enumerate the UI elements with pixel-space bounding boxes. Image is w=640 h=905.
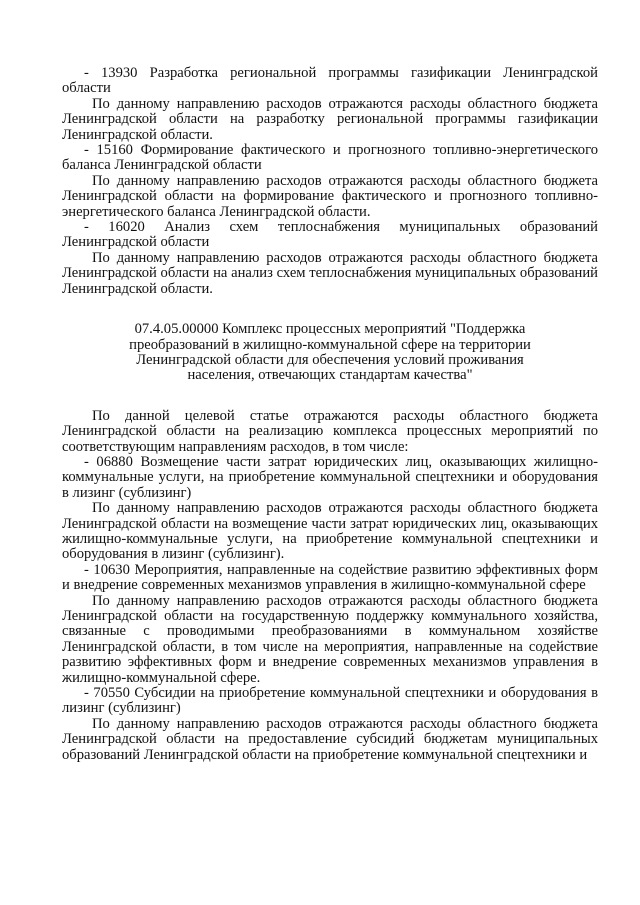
paragraph-body: По данному направлению расходов отражаются расходы областного бюджета Ленинградской области на возмещение части затрат юридических лиц, оказывающих жилищно-коммунальные услуги, на приобретение коммунальной спецтехники и оборудования в лизинг (сублизинг). [62,500,598,563]
paragraph-body: По данному направлению расходов отражаются расходы областного бюджета Ленинградской области на разработку региональной программы газификации Ленинградской области. [62,95,598,143]
paragraph-body: По данному направлению расходов отражаются расходы областного бюджета Ленинградской области на предоставление субсидий бюджетам муниципальных образований Ленинградской области на приобретение коммунальной спецтехники и [62,715,598,763]
paragraph-item-16020: - 16020 Анализ схем теплоснабжения муниципальных образований Ленинградской области [62,219,598,251]
section-heading-line: 07.4.05.00000 Комплекс процессных мероприятий "Поддержка [134,321,526,338]
paragraph-item-70550: - 70550 Субсидии на приобретение коммунальной спецтехники и оборудования в лизинг (сублизинг) [62,685,598,717]
paragraph-body: По данному направлению расходов отражаются расходы областного бюджета Ленинградской области на анализ схем теплоснабжения муниципальных образований Ленинградской области. [62,249,598,297]
paragraph-item-15160: - 15160 Формирование фактического и прогнозного топливно-энергетического баланса Ленинградской области [62,142,598,174]
paragraph-item-06880: - 06880 Возмещение части затрат юридических лиц, оказывающих жилищно-коммунальные услуги, на приобретение коммунальной спецтехники и оборудования в лизинг (сублизинг) [62,453,598,501]
section-heading-line: Ленинградской области для обеспечения условий проживания [136,351,524,368]
paragraph-body: По данному направлению расходов отражаются расходы областного бюджета Ленинградской области на государственную поддержку коммунального хозяйства, связанные с проводимыми преобразованиями в коммунальном хозяйстве Ленинградской области, в том числе на мероприятия, направленные на содействие развитию эффективных форм и внедрение современных механизмов управления в жилищно-коммунальной сфере. [62,592,598,686]
section-heading [102,322,558,384]
section-heading-line: населения, отвечающих стандартам качества" [187,367,473,384]
paragraph-body: По данному направлению расходов отражаются расходы областного бюджета Ленинградской области на формирование фактического и прогнозного топливно-энергетического баланса Ленинградской области. [62,172,598,220]
section-heading-line: преобразований в жилищно-коммунальной сфере на территории [129,336,531,353]
paragraph-item-10630: - 10630 Мероприятия, направленные на содействие развитию эффективных форм и внедрение современных механизмов управления в жилищно-коммунальной сфере [62,561,598,594]
paragraph-item-13930: - 13930 Разработка региональной программы газификации Ленинградской области [62,65,598,97]
paragraph-intro: По данной целевой статье отражаются расходы областного бюджета Ленинградской области на реализацию комплекса процессных мероприятий по соответствующим направлениям расходов, в том числе: [62,407,598,455]
